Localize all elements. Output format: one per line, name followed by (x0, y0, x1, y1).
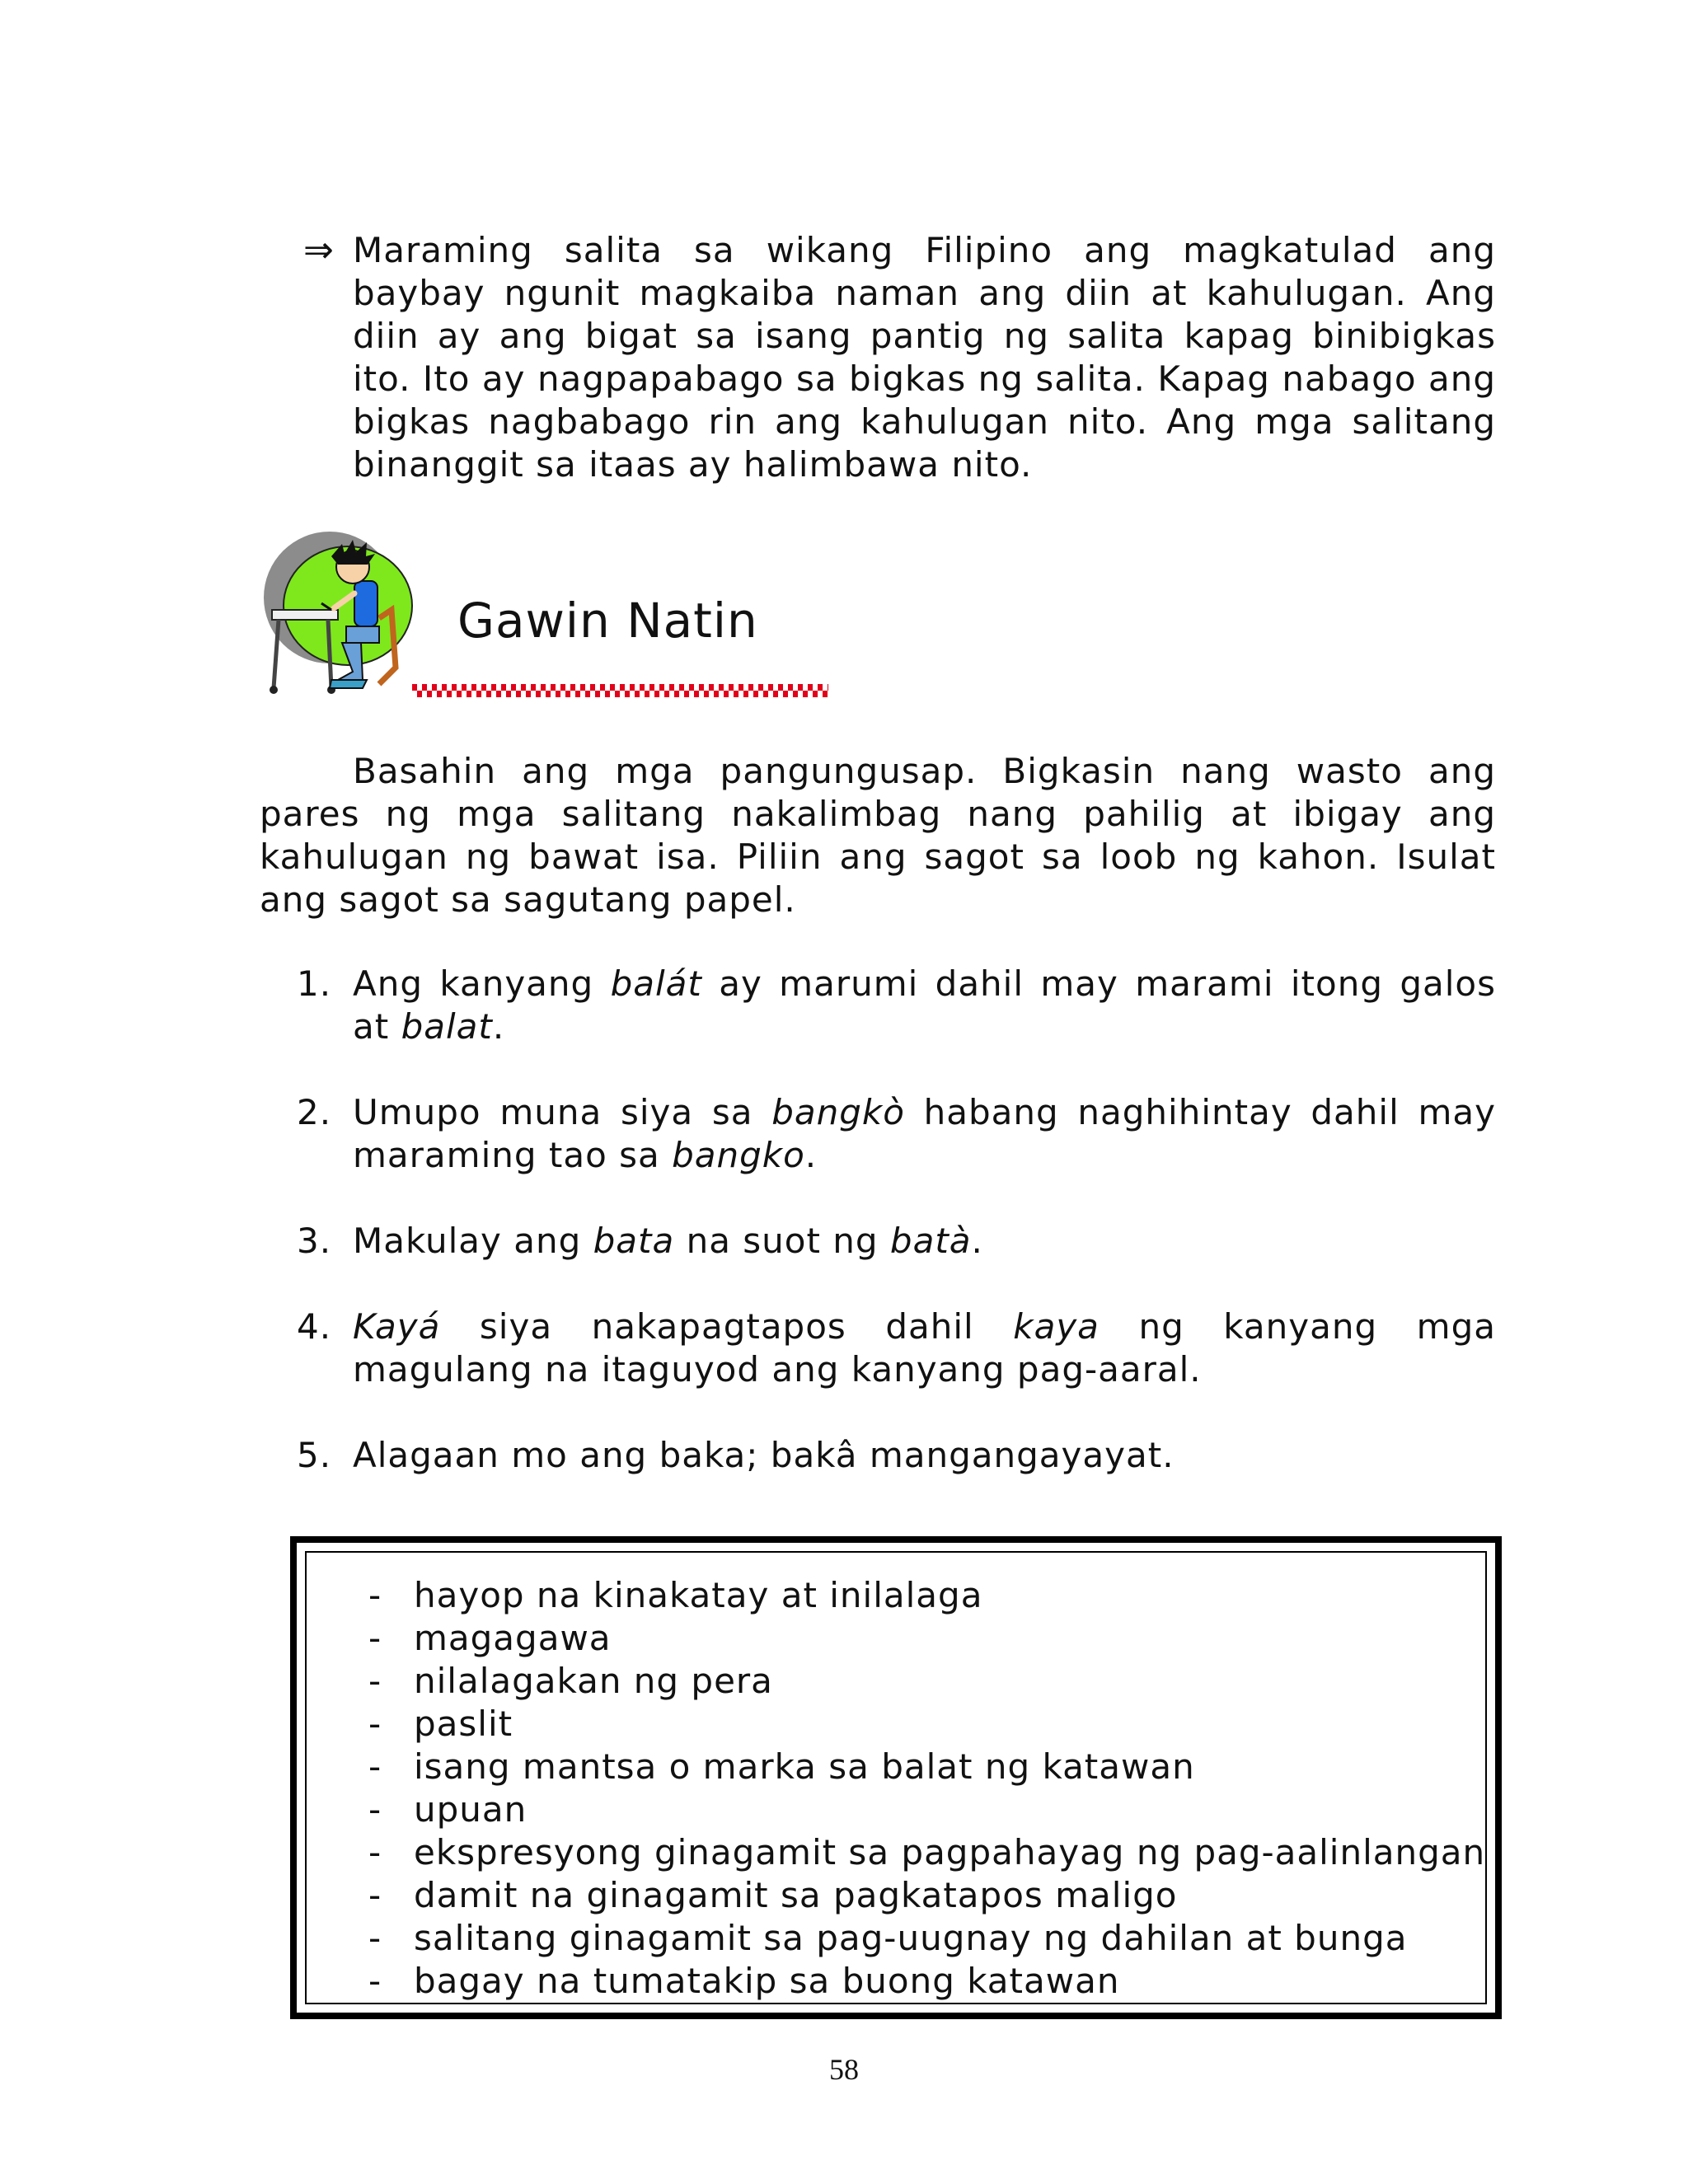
item-number: 5. (297, 1435, 332, 1475)
section-title: Gawin Natin (457, 593, 758, 649)
italic-word: balát (610, 963, 702, 1004)
choice-dash: - (368, 1618, 382, 1658)
choice-dash: - (368, 1704, 382, 1744)
item-text: Makulay ang (353, 1221, 593, 1261)
choice-text: upuan (414, 1789, 528, 1830)
choice-dash: - (368, 1961, 382, 2001)
italic-word: kaya (1013, 1306, 1100, 1347)
checkered-divider (412, 684, 828, 697)
item-number: 3. (297, 1221, 332, 1261)
choice-text: ekspresyong ginagamit sa pagpahayag ng pag-aalinlangan (414, 1832, 1486, 1872)
item-text: habang naghihintay dahil may maraming tao sa (353, 1092, 1496, 1175)
italic-word: Kayá (353, 1306, 441, 1347)
choice-text: damit na ginagamit sa pagkatapos maligo (414, 1875, 1178, 1915)
exercise-item (297, 1305, 1496, 1391)
italic-word: bangkò (771, 1092, 905, 1132)
choice-dash: - (368, 1875, 382, 1915)
choice-dash: - (368, 1918, 382, 1958)
choice-item (368, 1660, 1485, 1703)
choice-text: hayop na kinakatay at inilalaga (414, 1575, 983, 1615)
choice-item (368, 1703, 1485, 1746)
choice-dash: - (368, 1789, 382, 1830)
intro-paragraph: Maraming salita sa wikang Filipino ang magkatulad ang baybay ngunit magkaiba naman ang diin at kahulugan. Ang diin ay ang bigat sa isang pantig ng salita kapag binibigkas ito. Ito ay nagpapabago sa bigkas ng salita. Kapag nabago ang bigkas nagbabago rin ang kahulugan nito. Ang mga salitang binanggit sa itaas ay halimbawa nito. (353, 230, 1496, 485)
item-text: Ang kanyang (353, 963, 611, 1004)
choice-text: nilalagakan ng pera (414, 1661, 773, 1701)
item-text: . (804, 1135, 818, 1175)
item-number: 2. (297, 1092, 332, 1132)
item-number: 4. (297, 1306, 332, 1347)
choice-text: isang mantsa o marka sa balat ng katawan (414, 1746, 1195, 1787)
item-text: . (971, 1221, 983, 1261)
italic-word: bangko (672, 1135, 805, 1175)
item-text: . (492, 1006, 505, 1047)
item-text: Umupo muna siya sa (353, 1092, 772, 1132)
exercise-list (297, 963, 1496, 1520)
choice-item (368, 1960, 1485, 2003)
exercise-item (297, 1220, 1496, 1263)
item-text: Alagaan mo ang baka; bakâ mangangayayat. (353, 1435, 1175, 1475)
answer-choices-box (290, 1536, 1502, 2019)
student-writing-icon (256, 519, 420, 701)
choices-list (368, 1574, 1485, 2003)
item-text: na suot ng (674, 1221, 890, 1261)
choice-item (368, 1746, 1485, 1788)
choice-item (368, 1831, 1485, 1874)
choice-text: paslit (414, 1704, 513, 1744)
italic-word: balat (401, 1006, 493, 1047)
choice-item (368, 1874, 1485, 1917)
choice-item (368, 1917, 1485, 1960)
instructions-paragraph: Basahin ang mga pangungusap. Bigkasin nang wasto ang pares ng mga salitang nakalimbag nang pahilig at ibigay ang kahulugan ng bawat isa. Piliin ang sagot sa loob ng kahon. Isulat ang sagot sa sagutang papel. (260, 751, 1496, 920)
item-number: 1. (297, 963, 332, 1004)
choice-item (368, 1574, 1485, 1617)
exercise-item (297, 1091, 1496, 1177)
item-text: ay marumi dahil may marami itong galos at (353, 963, 1496, 1047)
choice-dash: - (368, 1746, 382, 1787)
italic-word: batà (889, 1221, 972, 1261)
choice-text: salitang ginagamit sa pag-uugnay ng dahilan at bunga (414, 1918, 1408, 1958)
choice-dash: - (368, 1832, 382, 1872)
choice-text: bagay na tumatakip sa buong katawan (414, 1961, 1120, 2001)
item-text: ng kanyang mga magulang na itaguyod ang kanyang pag-aaral. (353, 1306, 1496, 1390)
page-number: 58 (829, 2053, 859, 2086)
choice-dash: - (368, 1575, 382, 1615)
item-text: siya nakapagtapos dahil (440, 1306, 1014, 1347)
choice-item (368, 1617, 1485, 1660)
exercise-item (297, 963, 1496, 1048)
exercise-item (297, 1434, 1496, 1477)
choice-item (368, 1788, 1485, 1831)
italic-word: bata (593, 1221, 675, 1261)
arrow-bullet: ⇒ (303, 229, 334, 271)
choice-dash: - (368, 1661, 382, 1701)
choice-text: magagawa (414, 1618, 612, 1658)
